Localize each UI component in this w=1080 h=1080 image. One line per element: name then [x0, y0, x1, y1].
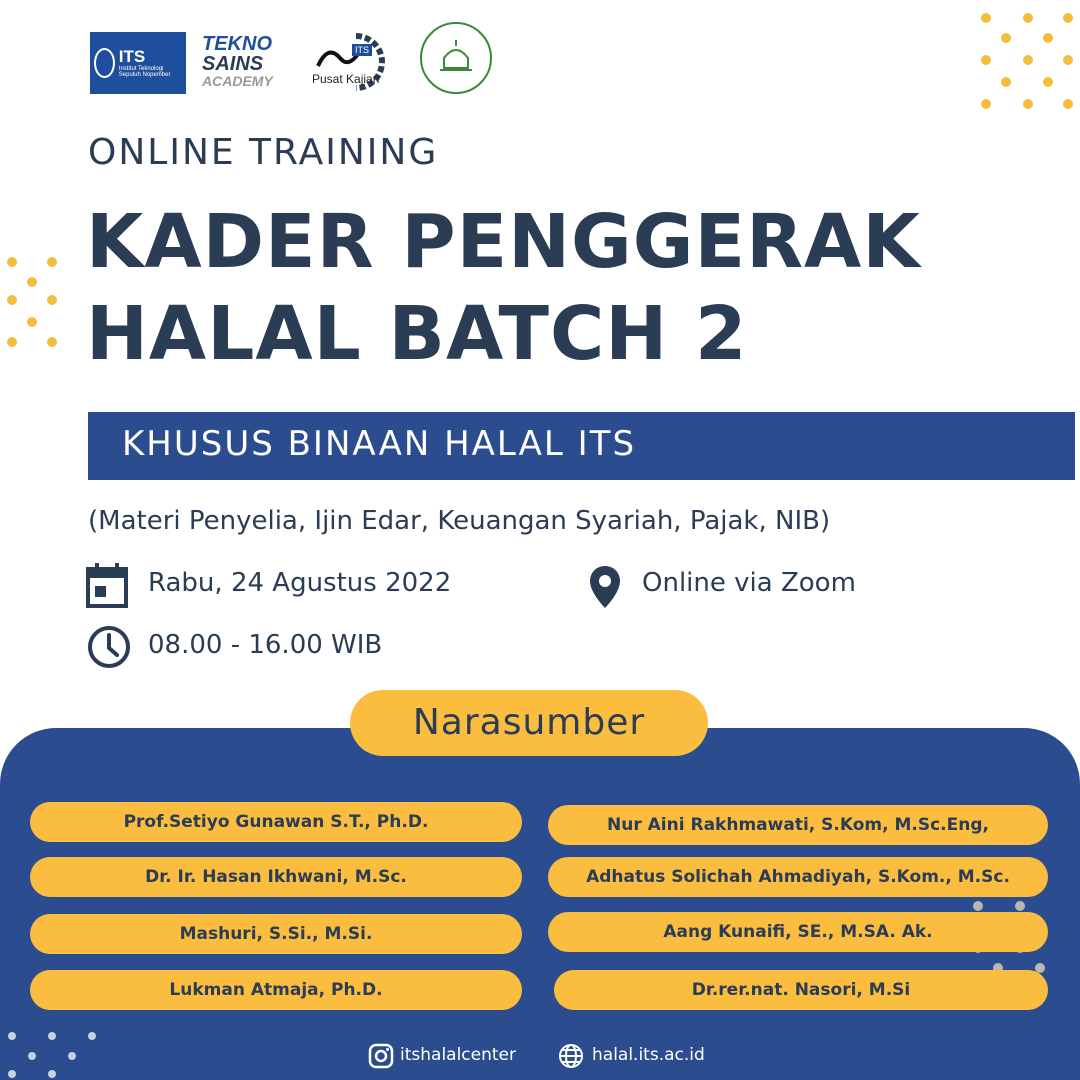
speakers-heading-pill [350, 690, 708, 756]
tekno-logo-line3: ACADEMY [202, 73, 273, 89]
page-title [86, 196, 921, 380]
location-pin-icon [588, 564, 622, 610]
website-link[interactable]: halal.its.ac.id [592, 1045, 705, 1065]
teknosains-academy-logo [202, 34, 273, 88]
title-line-2: HALAL BATCH 2 [86, 291, 748, 377]
calendar-icon [86, 562, 128, 608]
speaker-pill-right-1: Nur Aini Rakhmawati, S.Kom, M.Sc.Eng, [548, 805, 1048, 845]
instagram-handle[interactable]: itshalalcenter [400, 1045, 516, 1065]
materi-text: (Materi Penyelia, Ijin Edar, Keuangan Syariah, Pajak, NIB) [88, 506, 831, 536]
speaker-pill-left-1: Prof.Setiyo Gunawan S.T., Ph.D. [30, 802, 522, 842]
event-time: 08.00 - 16.00 WIB [148, 630, 383, 660]
subtitle: ONLINE TRAINING [88, 132, 439, 173]
its-logo [90, 32, 186, 94]
speaker-pill-left-2: Dr. Ir. Hasan Ikhwani, M.Sc. [30, 857, 522, 897]
its-seal-icon [94, 48, 115, 78]
banner [88, 412, 1075, 480]
speaker-pill-left-4: Lukman Atmaja, Ph.D. [30, 970, 522, 1010]
decorative-dots-top-right [976, 10, 1076, 110]
decorative-dots-left [0, 250, 70, 350]
decorative-dots-bottom-left [0, 1028, 100, 1078]
tekno-logo-line2: SAINS [202, 53, 264, 75]
halal-logo-caption: Pusat Kajian [312, 72, 380, 86]
instagram-icon [368, 1043, 394, 1069]
speaker-pill-left-3: Mashuri, S.Si., M.Si. [30, 914, 522, 954]
globe-icon [558, 1043, 584, 1069]
speaker-pill-right-3: Aang Kunaifi, SE., M.SA. Ak. [548, 912, 1048, 952]
mosque-icon [422, 24, 490, 92]
speaker-pill-right-2: Adhatus Solichah Ahmadiyah, S.Kom., M.Sc. [548, 857, 1048, 897]
its-logo-subtitle: Institut Teknologi Sepuluh Nopember [118, 65, 171, 78]
mosque-emblem-logo [420, 22, 492, 94]
speaker-pill-right-4: Dr.rer.nat. Nasori, M.Si [554, 970, 1048, 1010]
speakers-heading: Narasumber [412, 702, 646, 743]
title-line-1: KADER PENGGERAK [86, 199, 921, 285]
speakers-panel [0, 728, 1080, 1080]
pusat-kajian-halal-logo [312, 26, 396, 92]
tekno-logo-line1: TEKNO [202, 33, 272, 55]
event-location: Online via Zoom [642, 568, 856, 598]
clock-icon [86, 624, 132, 670]
banner-text: KHUSUS BINAAN HALAL ITS [122, 424, 637, 464]
its-logo-name: ITS [118, 46, 146, 66]
halal-logo-tag: ITS [352, 44, 372, 56]
event-date: Rabu, 24 Agustus 2022 [148, 568, 452, 598]
